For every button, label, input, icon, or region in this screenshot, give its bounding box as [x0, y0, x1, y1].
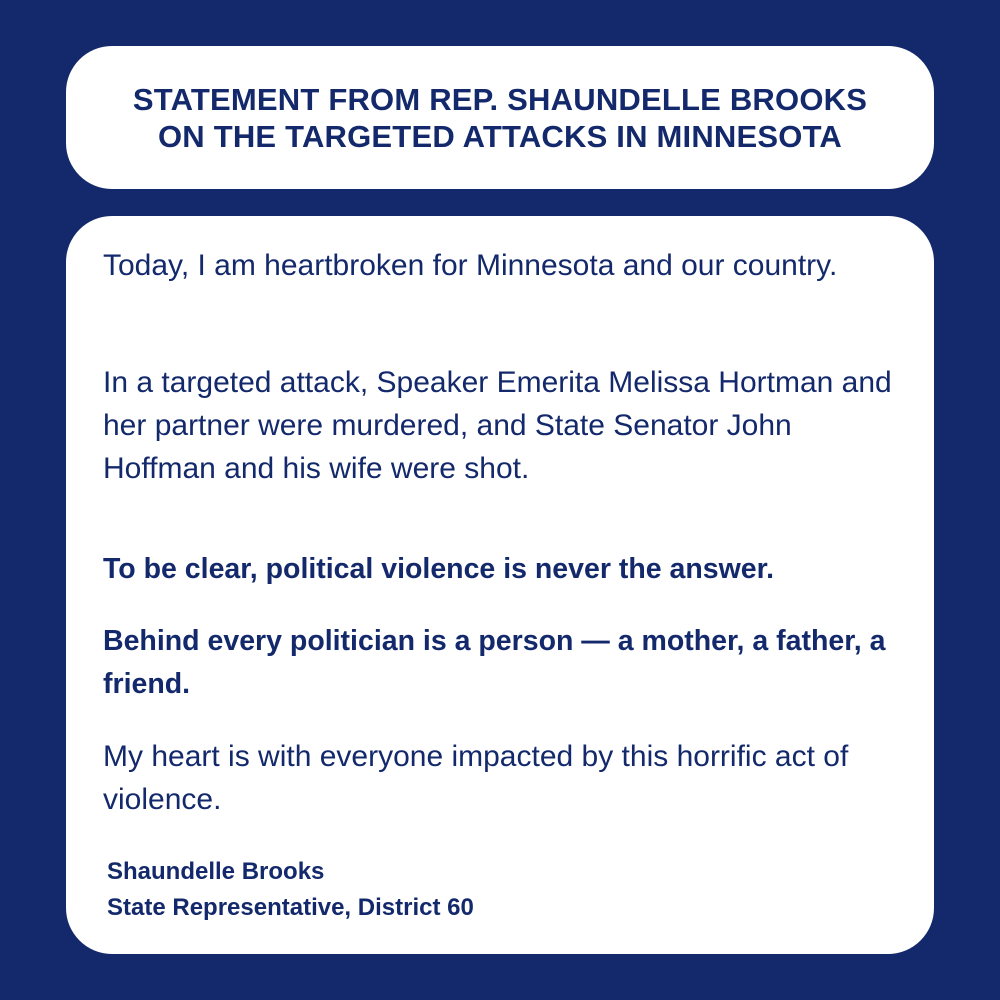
statement-title [133, 81, 867, 155]
statement-card [66, 216, 934, 954]
signature-name: Shaundelle Brooks [107, 858, 325, 885]
signature-title: State Representative, District 60 [107, 894, 474, 921]
statement-paragraph-behind-every-politician: Behind every politician is a person — a mother, a father, a friend. [103, 625, 886, 700]
statement-paragraph-violence-never-answer: To be clear, political violence is never the answer. [103, 553, 775, 585]
statement-title-line-2: ON THE TARGETED ATTACKS IN MINNESOTA [157, 118, 842, 154]
statement-paragraph-attack: In a targeted attack, Speaker Emerita Melissa Hortman and her partner were murdered, and State Senator John Hoffman and his wife were shot. [103, 366, 892, 485]
header-card [66, 46, 934, 189]
statement-paragraph-heartbroken: Today, I am heartbroken for Minnesota and our country. [103, 249, 838, 282]
signature-block [107, 854, 474, 926]
statement-paragraph-heart-with-everyone: My heart is with everyone impacted by this horrific act of violence. [103, 740, 849, 816]
statement-title-line-1: STATEMENT FROM REP. SHAUNDELLE BROOKS [132, 81, 868, 117]
